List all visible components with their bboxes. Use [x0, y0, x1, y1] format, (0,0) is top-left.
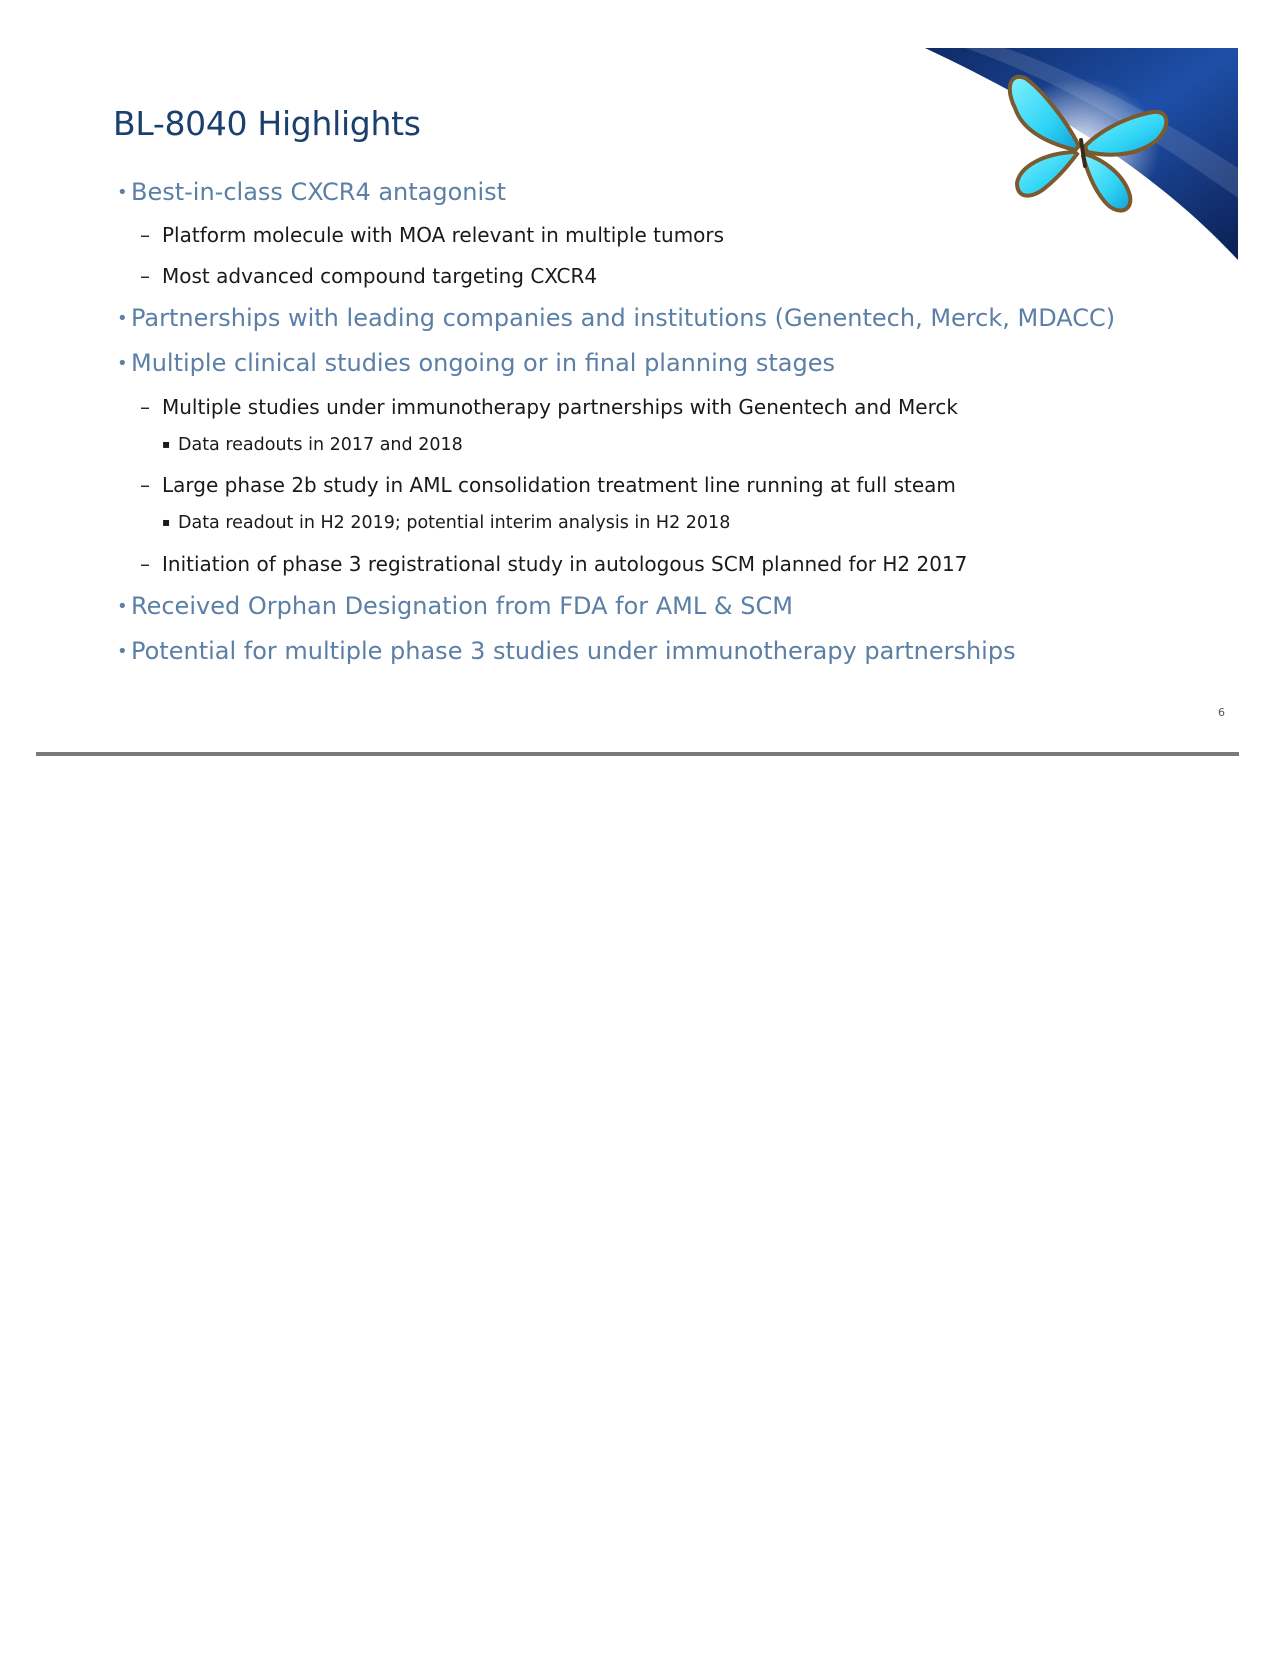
bullet-marker: – — [140, 395, 150, 419]
bullet-text: Partnerships with leading companies and institutions (Genentech, Merck, MDACC) — [131, 304, 1116, 332]
bullet-marker: – — [140, 223, 150, 247]
bullet-level3 — [162, 513, 730, 533]
bullet-marker: ▪ — [162, 515, 171, 529]
bullet-level1 — [117, 304, 1115, 332]
bullet-level1 — [117, 349, 835, 377]
bullet-text: Most advanced compound targeting CXCR4 — [162, 264, 598, 288]
bullet-marker: – — [140, 473, 150, 497]
bullet-marker: • — [117, 641, 128, 662]
bullet-text: Platform molecule with MOA relevant in multiple tumors — [162, 223, 725, 247]
bullet-text: Large phase 2b study in AML consolidation treatment line running at full steam — [162, 473, 956, 497]
bullet-level2 — [140, 395, 958, 419]
corner-graphic — [925, 48, 1238, 260]
bullet-text: Initiation of phase 3 registrational study in autologous SCM planned for H2 2017 — [162, 552, 968, 576]
bullet-level1 — [117, 178, 506, 206]
bullet-text: Multiple studies under immunotherapy partnerships with Genentech and Merck — [162, 395, 958, 419]
bullet-marker: • — [117, 596, 128, 617]
bullet-level2 — [140, 473, 956, 497]
bullet-text: Best-in-class CXCR4 antagonist — [131, 178, 507, 206]
bullet-marker: – — [140, 552, 150, 576]
bullet-marker: • — [117, 308, 128, 329]
bullet-level1 — [117, 592, 793, 620]
bullet-marker: • — [117, 353, 128, 374]
slide-title: BL-8040 Highlights — [113, 104, 421, 143]
bullet-level2 — [140, 264, 597, 288]
bullet-text: Multiple clinical studies ongoing or in final planning stages — [131, 349, 835, 377]
page-number: 6 — [1218, 706, 1225, 719]
bullet-level3 — [162, 435, 463, 455]
slide — [0, 0, 1280, 760]
bullet-marker: ▪ — [162, 437, 171, 451]
bullet-level1 — [117, 637, 1016, 665]
bullet-marker: – — [140, 264, 150, 288]
bullet-text: Received Orphan Designation from FDA for AML & SCM — [131, 592, 793, 620]
bullet-level2 — [140, 552, 967, 576]
bullet-text: Data readouts in 2017 and 2018 — [178, 435, 463, 455]
bullet-text: Potential for multiple phase 3 studies under immunotherapy partnerships — [131, 637, 1016, 665]
bullet-text: Data readout in H2 2019; potential interim analysis in H2 2018 — [178, 513, 731, 533]
bullet-level2 — [140, 223, 724, 247]
bullet-marker: • — [117, 182, 128, 203]
bottom-divider — [36, 752, 1239, 756]
